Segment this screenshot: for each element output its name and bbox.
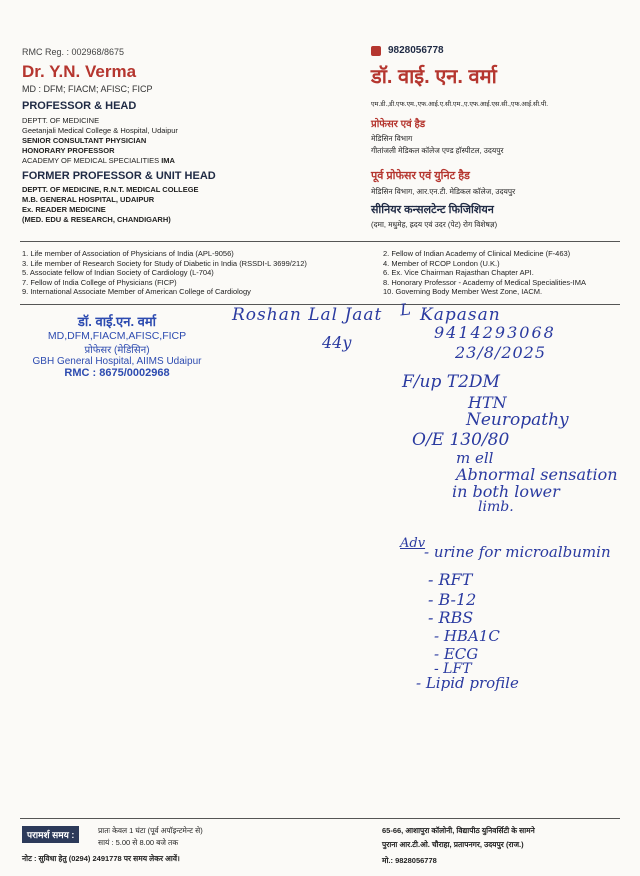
test-item: - urine for microalbumin [424, 543, 611, 561]
stamp-name-hindi: डॉ. वाई.एन. वर्मा [77, 314, 157, 329]
doctor-name-hindi: डॉ. वाई. एन. वर्मा [371, 66, 497, 88]
title-former-professor: FORMER PROFESSOR & UNIT HEAD [22, 170, 216, 182]
patient-age: 44y [322, 333, 352, 352]
dept-medicine: DEPTT. OF MEDICINE [22, 116, 100, 125]
note-line-2: HTN [468, 393, 507, 412]
membership-item: 5. Associate fellow of Indian Society of Cardiology (L-704) [22, 268, 214, 278]
membership-item: 6. Ex. Vice Chairman Rajasthan Chapter API. [383, 268, 534, 278]
note-line-8: limb. [478, 499, 514, 515]
membership-item: 1. Life member of Association of Physicians of India (APL-9056) [22, 249, 234, 258]
memberships-right [383, 249, 586, 297]
test-item: - B-12 [428, 590, 477, 609]
advice-label: Adv [400, 536, 426, 551]
title-ex-reader: Ex. READER MEDICINE [22, 205, 106, 214]
footer-divider [20, 818, 620, 819]
stamp-title-hindi: प्रोफेसर (मेडिसिन) [84, 345, 150, 356]
title1-hindi: प्रोफेसर एवं हैड [371, 119, 426, 130]
mobile-number: मो.: 9828056778 [382, 856, 437, 865]
stamp-hospital: GBH General Hospital, AIIMS Udaipur [32, 356, 202, 367]
doctor-degrees: MD : DFM; FIACM; AFISC; FICP [22, 84, 153, 94]
doctor-stamp [28, 312, 206, 379]
patient-place: Kapasan [420, 305, 501, 325]
patient-name: Roshan Lal Jaat [232, 305, 383, 325]
hospital-mb: M.B. GENERAL HOSPITAL, UDAIPUR [22, 195, 155, 204]
bracket-mark: L [399, 299, 412, 320]
test-item: - Lipid profile [416, 674, 519, 692]
footer-note: नोट : सुविधा हेतु (0294) 2491778 पर समय लेकर आवें। [22, 854, 180, 863]
consultation-time-2: सायं : 5.00 से 8.00 बजे तक [98, 838, 179, 847]
patient-phone: 9414293068 [434, 323, 556, 342]
test-item: - LFT [434, 661, 472, 677]
stamp-rmc: RMC : 8675/0002968 [64, 367, 170, 379]
note-line-7: in both lower [452, 482, 560, 501]
phone-icon [371, 46, 381, 56]
note-line-4: O/E 130/80 [412, 430, 510, 450]
rmc-reg: RMC Reg. : 002968/8675 [22, 47, 125, 57]
academy-line: ACADEMY OF MEDICAL SPECIALITIES IMA [22, 156, 175, 165]
note-line-1: F/up T2DM [402, 372, 500, 392]
membership-item: 10. Governing Body Member West Zone, IACM. [383, 287, 543, 297]
membership-item: 9. International Associate Member of American College of Cardiology [22, 287, 251, 297]
address-line-1: 65-66, आशापुरा कॉलोनी, विद्यापीठ युनिवर्सिटी के सामने [382, 826, 535, 835]
title3-hindi: सीनियर कन्सलटेन्ट फिजिशियन [371, 204, 494, 216]
specialization-hindi: (दमा, मधुमेह, ह्रदय एवं उदर (पेट) रोग विशेषज्ञ) [371, 220, 498, 229]
visit-date: 23/8/2025 [455, 343, 547, 362]
dept-chandigarh: (MED. EDU & RESEARCH, CHANDIGARH) [22, 215, 171, 224]
membership-item: 3. Life member of Research Society for Study of Diabetic in India (RSSDI-L 3699/212) [22, 258, 307, 268]
header-divider [20, 241, 620, 242]
membership-item: 8. Honorary Professor - Academy of Medical Specialities-IMA [383, 277, 586, 287]
college1-hindi: गीतांजली मेडिकल कॉलेज एण्ड हॉस्पीटल, उदयपुर [371, 146, 504, 155]
membership-item: 2. Fellow of Indian Academy of Clinical Medicine (F-463) [383, 249, 571, 258]
test-item: - HBA1C [434, 627, 500, 645]
title-professor-head: PROFESSOR & HEAD [22, 100, 137, 112]
address-line-2: पुराना आर.टी.ओ. चौराहा, प्रतापनगर, उदयपुर (राज.) [382, 840, 524, 849]
consultation-time-label: परामर्श समय : [22, 826, 79, 843]
dept2-hindi: मेडिसिन विभाग, आर.एन.टी. मेडिकल कॉलेज, उदयपुर [371, 187, 516, 196]
note-line-5: m ell [456, 449, 494, 467]
doctor-name: Dr. Y.N. Verma [22, 62, 137, 81]
memberships-left [22, 249, 307, 297]
degrees-hindi: एम.डी.,डी.एफ.एम.,एफ.आई.ए.सी.एम.,ए.एफ.आई.एस.सी.,एफ.आई.सी.पी. [371, 101, 549, 108]
test-item: - RBS [428, 608, 474, 627]
note-line-6: Abnormal sensation [456, 465, 618, 484]
college-geetanjali: Geetanjali Medical College & Hospital, Udaipur [22, 126, 178, 135]
title-senior-consultant: SENIOR CONSULTANT PHYSICIAN [22, 136, 147, 145]
title2-hindi: पूर्व प्रोफेसर एवं युनिट हैड [371, 170, 470, 182]
stamp-degrees: MD,DFM,FIACM,AFISC,FICP [47, 330, 187, 342]
test-item: - RFT [428, 570, 473, 589]
title-honorary-professor: HONORARY PROFESSOR [22, 146, 115, 155]
phone-number: 9828056778 [388, 45, 444, 56]
consultation-time-1: प्रातः केवल 1 घंटा (पूर्व अपॉइन्टमेन्ट से) [98, 826, 203, 835]
membership-item: 7. Fellow of India College of Physicians (FICP) [22, 277, 177, 287]
membership-item: 4. Member of RCOP London (U.K.) [383, 258, 500, 268]
note-line-3: Neuropathy [466, 410, 569, 430]
test-item: - ECG [434, 645, 479, 663]
dept1-hindi: मेडिसिन विभाग [371, 134, 413, 143]
dept-rnt: DEPTT. OF MEDICINE, R.N.T. MEDICAL COLLEGE [22, 185, 199, 194]
